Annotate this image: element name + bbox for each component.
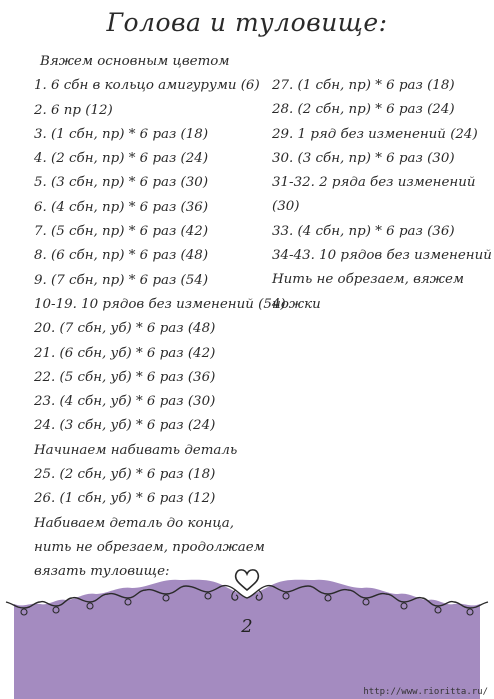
right-instruction-line: 33. (4 сбн, пр) * 6 раз (36)	[272, 223, 455, 239]
left-instruction-line: 21. (6 сбн, уб) * 6 раз (42)	[34, 345, 216, 361]
right-instruction-line: 30. (3 сбн, пр) * 6 раз (30)	[272, 150, 455, 166]
site-watermark: http://www.rioritta.ru/	[363, 687, 488, 697]
left-instruction-line: вязать туловище:	[34, 564, 170, 580]
left-instruction-line: Набиваем деталь до конца,	[34, 515, 234, 531]
right-instruction-line: ножки	[272, 296, 321, 312]
left-instruction-line: нить не обрезаем, продолжаем	[34, 539, 265, 555]
right-instruction-line: (30)	[272, 199, 300, 215]
left-instruction-line: 24. (3 сбн, уб) * 6 раз (24)	[34, 418, 216, 434]
left-instruction-line: Начинаем набивать деталь	[34, 442, 238, 458]
heart-icon	[236, 570, 259, 590]
left-instruction-line: 3. (1 сбн, пр) * 6 раз (18)	[34, 126, 209, 142]
left-instruction-line: 26. (1 сбн, уб) * 6 раз (12)	[34, 491, 216, 507]
left-instruction-line: 25. (2 сбн, уб) * 6 раз (18)	[34, 467, 216, 483]
left-instruction-line: 1. 6 сбн в кольцо амигуруми (6)	[34, 78, 260, 94]
right-instruction-line: Нить не обрезаем, вяжем	[272, 272, 465, 288]
left-instruction-line: 8. (6 сбн, пр) * 6 раз (48)	[34, 248, 209, 264]
right-instruction-line: 31-32. 2 ряда без изменений	[272, 175, 476, 191]
left-instruction-line: 5. (3 сбн, пр) * 6 раз (30)	[34, 175, 209, 191]
left-instruction-line: 20. (7 сбн, уб) * 6 раз (48)	[34, 321, 216, 337]
right-instruction-line: 29. 1 ряд без изменений (24)	[272, 126, 478, 142]
right-instruction-line: 27. (1 сбн, пр) * 6 раз (18)	[272, 78, 455, 93]
right-instruction-line: 28. (2 сбн, пр) * 6 раз (24)	[272, 102, 455, 118]
left-instruction-line: 22. (5 сбн, уб) * 6 раз (36)	[34, 369, 216, 385]
left-instruction-line: 7. (5 сбн, пр) * 6 раз (42)	[34, 224, 209, 240]
page-title: Голова и туловище:	[106, 8, 388, 37]
left-instruction-line: 6. (4 сбн, пр) * 6 раз (36)	[34, 199, 209, 215]
page-number: 2	[241, 616, 253, 637]
right-instructions-column	[272, 74, 492, 317]
left-instruction-line: 4. (2 сбн, пр) * 6 раз (24)	[34, 151, 209, 167]
left-instructions-column	[34, 50, 286, 585]
left-instruction-line: 23. (4 сбн, уб) * 6 раз (30)	[34, 394, 216, 410]
left-instruction-line: 2. 6 пр (12)	[34, 102, 113, 118]
left-instruction-line: Вяжем основным цветом	[40, 54, 230, 69]
left-instruction-line: 9. (7 сбн, пр) * 6 раз (54)	[34, 272, 209, 288]
left-instruction-line: 10-19. 10 рядов без изменений (54)	[34, 296, 286, 312]
right-instruction-line: 34-43. 10 рядов без изменений	[272, 248, 492, 264]
